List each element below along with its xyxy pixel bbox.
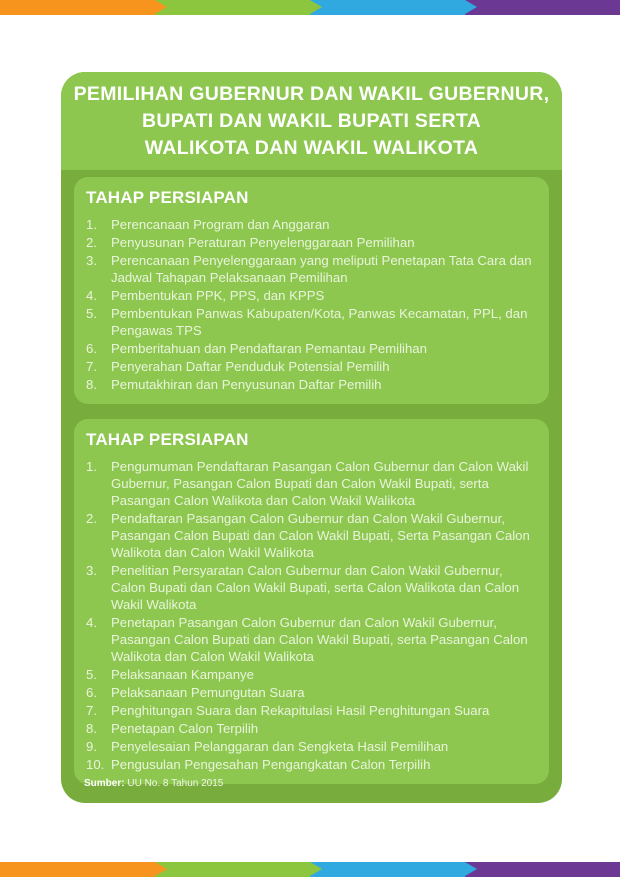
bottom-chevron-ribbon <box>0 862 620 877</box>
list-item-number: 2. <box>86 511 97 526</box>
list-item <box>84 376 539 393</box>
list-item <box>84 458 539 509</box>
list-item <box>84 614 539 665</box>
list-item-text: Penetapan Pasangan Calon Gubernur dan Calon Wakil Gubernur, Pasangan Calon Bupati dan Calon Wakil Bupati, serta Pasangan Calon Walikota dan Calon Wakil Walikota <box>111 615 528 664</box>
ribbon-arrow-icon <box>155 0 167 14</box>
list-item <box>84 510 539 561</box>
list-item-text: Penetapan Calon Terpilih <box>111 721 259 736</box>
list-item-number: 7. <box>86 703 97 718</box>
list-item-number: 6. <box>86 685 97 700</box>
list-item-number: 2. <box>86 235 97 250</box>
list-item-text: Penelitian Persyaratan Calon Gubernur dan Calon Wakil Gubernur, Calon Bupati dan Calon Wakil Bupati, serta Calon Walikota dan Calon Wakil Walikota <box>111 563 520 612</box>
ribbon-segment-green <box>155 862 310 877</box>
list-item-number: 4. <box>86 288 97 303</box>
page-title-line-3: WALIKOTA DAN WAKIL WALIKOTA <box>144 136 479 159</box>
title-panel <box>61 72 562 170</box>
list-item <box>84 252 539 286</box>
list-item <box>84 234 539 251</box>
list-item-text: Pemberitahuan dan Pendaftaran Pemantau Pemilihan <box>111 341 427 356</box>
ribbon-segment-green <box>155 0 310 15</box>
steps-list <box>84 216 539 393</box>
list-item-number: 7. <box>86 359 97 374</box>
source-value: UU No. 8 Tahun 2015 <box>127 778 224 789</box>
list-item <box>84 358 539 375</box>
section-heading: TAHAP PERSIAPAN <box>86 430 249 449</box>
list-item-text: Pembentukan Panwas Kabupaten/Kota, Panwas Kecamatan, PPL, dan Pengawas TPS <box>111 306 528 338</box>
page-title-line-2: BUPATI DAN WAKIL BUPATI SERTA <box>141 109 482 132</box>
list-item-text: Penyerahan Daftar Penduduk Potensial Pemilih <box>111 359 390 374</box>
top-chevron-ribbon <box>0 0 620 15</box>
source-note <box>84 778 223 789</box>
ribbon-segment-purple <box>465 862 620 877</box>
list-item-number: 10. <box>86 757 105 772</box>
list-item-number: 5. <box>86 306 97 321</box>
list-item-number: 6. <box>86 341 97 356</box>
ribbon-segment-purple <box>465 0 620 15</box>
list-item-text: Pendaftaran Pasangan Calon Gubernur dan Calon Wakil Gubernur, Pasangan Calon Bupati dan Calon Wakil Bupati, Serta Pasangan Calon Walikota dan Calon Wakil Walikota <box>111 511 530 560</box>
source-label: Sumber: <box>84 778 125 789</box>
list-item-number: 3. <box>86 563 97 578</box>
list-item-number: 9. <box>86 739 97 754</box>
list-item-number: 4. <box>86 615 97 630</box>
ribbon-arrow-icon <box>465 862 477 876</box>
list-item <box>84 684 539 701</box>
list-item-text: Penghitungan Suara dan Rekapitulasi Hasil Penghitungan Suara <box>111 703 490 718</box>
list-item <box>84 738 539 755</box>
list-item <box>84 666 539 683</box>
ribbon-arrow-icon <box>310 862 322 876</box>
ribbon-arrow-icon <box>465 0 477 14</box>
list-item <box>84 305 539 339</box>
list-item <box>84 287 539 304</box>
page-title-line-1: PEMILIHAN GUBERNUR DAN WAKIL GUBERNUR, <box>73 82 550 105</box>
list-item-number: 1. <box>86 217 97 232</box>
list-item <box>84 702 539 719</box>
list-item-text: Pembentukan PPK, PPS, dan KPPS <box>111 288 325 303</box>
list-item-text: Perencanaan Program dan Anggaran <box>111 217 330 232</box>
list-item <box>84 720 539 737</box>
section-preparation-1 <box>74 177 549 404</box>
ribbon-segment-blue <box>310 0 465 15</box>
list-item-number: 8. <box>86 721 97 736</box>
ribbon-segment-orange <box>0 862 155 877</box>
list-item <box>84 340 539 357</box>
list-item-number: 5. <box>86 667 97 682</box>
list-item <box>84 756 539 773</box>
list-item-number: 1. <box>86 459 97 474</box>
list-item-text: Pemutakhiran dan Penyusunan Daftar Pemilih <box>111 377 382 392</box>
list-item-text: Pelaksanaan Kampanye <box>111 667 254 682</box>
list-item-text: Pengusulan Pengesahan Pengangkatan Calon Terpilih <box>111 757 431 772</box>
list-item-number: 8. <box>86 377 97 392</box>
section-heading: TAHAP PERSIAPAN <box>86 188 249 207</box>
list-item-text: Pelaksanaan Pemungutan Suara <box>111 685 305 700</box>
main-card <box>61 72 562 803</box>
list-item-text: Pengumuman Pendaftaran Pasangan Calon Gubernur dan Calon Wakil Gubernur, Pasangan Calon Bupati dan Calon Wakil Bupati, serta Pasangan Calon Walikota dan Calon Wakil Walikota <box>111 459 529 508</box>
list-item <box>84 216 539 233</box>
ribbon-segment-orange <box>0 0 155 15</box>
ribbon-arrow-icon <box>310 0 322 14</box>
list-item-text: Penyelesaian Pelanggaran dan Sengketa Hasil Pemilihan <box>111 739 449 754</box>
list-item-text: Penyusunan Peraturan Penyelenggaraan Pemilihan <box>111 235 415 250</box>
list-item <box>84 562 539 613</box>
ribbon-arrow-icon <box>155 862 167 876</box>
steps-list <box>84 458 539 773</box>
section-preparation-2 <box>74 419 549 784</box>
list-item-text: Perencanaan Penyelenggaraan yang meliputi Penetapan Tata Cara dan Jadwal Tahapan Pelaksanaan Pemilihan <box>111 253 532 285</box>
list-item-number: 3. <box>86 253 97 268</box>
ribbon-segment-blue <box>310 862 465 877</box>
